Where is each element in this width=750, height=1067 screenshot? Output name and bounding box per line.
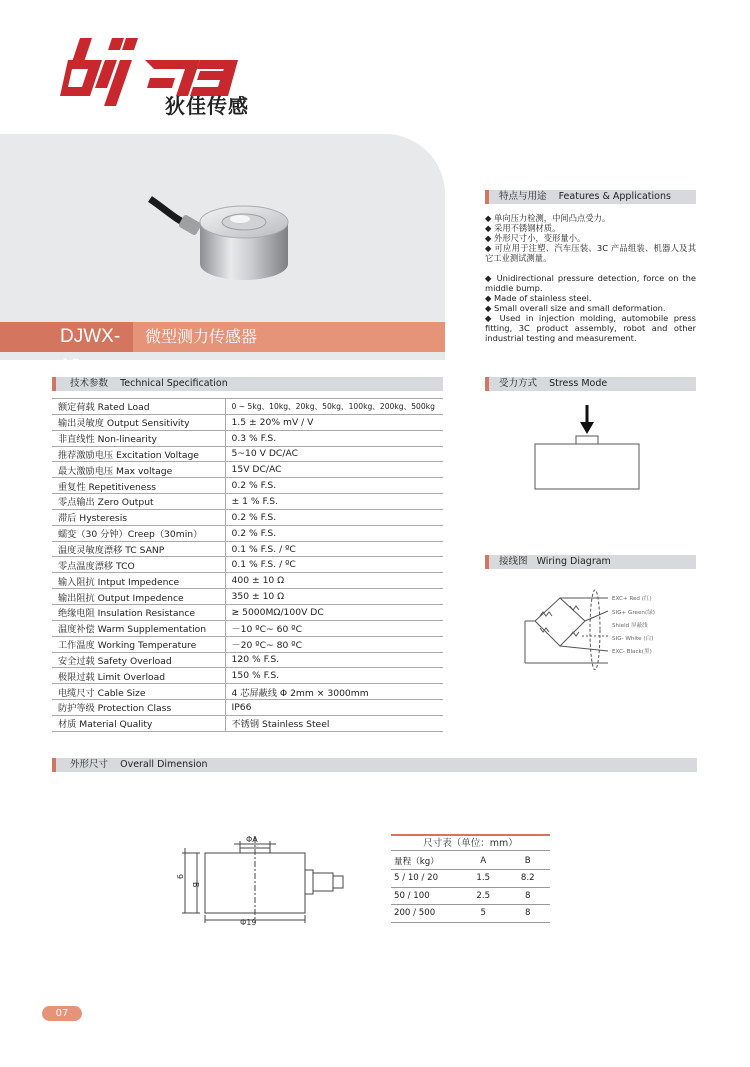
wiring-header [485, 555, 696, 569]
wire-label-sig-minus: SIG- White (白) [612, 636, 654, 642]
spec-value: 1.5 ± 20% mV / V [225, 414, 443, 430]
dimension-drawing [170, 835, 355, 925]
spec-row [52, 684, 443, 700]
spec-value: 不锈钢 Stainless Steel [225, 715, 443, 731]
spec-value: 0.2 % F.S. [225, 509, 443, 525]
accent-mark [52, 377, 56, 391]
features-heading-cn: 特点与用途 [499, 191, 547, 202]
dim-label-h9: 9 [175, 874, 184, 880]
stress-mode-heading-en: Stress Mode [549, 378, 608, 389]
spec-value: －20 ºC~ 80 ºC [225, 636, 443, 652]
spec-key: 输入阻抗 Intput Impedence [52, 573, 225, 589]
spec-row [52, 604, 443, 620]
spec-key: 输出灵敏度 Output Sensitivity [52, 414, 225, 430]
wire-label-exc-minus: EXC- Black(黑) [612, 649, 652, 655]
spec-key: 零点温度漂移 TCO [52, 557, 225, 573]
spec-value: ± 1 % F.S. [225, 494, 443, 510]
brand-cn-name: 狄佳传感 [165, 94, 249, 118]
spec-key: 安全过载 Safety Overload [52, 652, 225, 668]
spec-key: 零点输出 Zero Output [52, 494, 225, 510]
spec-key: 材质 Material Quality [52, 715, 225, 731]
spec-value: 150 % F.S. [225, 668, 443, 684]
accent-mark [485, 555, 489, 569]
spec-row [52, 668, 443, 684]
dimension-cell: 1.5 [461, 870, 506, 888]
tech-spec-heading-en: Technical Specification [120, 378, 228, 389]
wire-label-shield: Shield 屏蔽线 [612, 623, 648, 629]
spec-value: 400 ± 10 Ω [225, 573, 443, 589]
dimension-row [391, 905, 550, 923]
product-model: DJWX-19 [0, 322, 133, 352]
spec-key: 滞后 Hysteresis [52, 509, 225, 525]
feature-cn-item: ◆ 采用不锈钢材质。 [485, 223, 561, 233]
spec-row [52, 636, 443, 652]
spec-row [52, 557, 443, 573]
spec-key: 最大激励电压 Max voltage [52, 462, 225, 478]
wiring-heading-en: Wiring Diagram [536, 556, 611, 567]
feature-cn-item: ◆ 可应用于注塑、汽车压装、3C 产品组装、机器人及其它工业测试测量。 [485, 243, 696, 263]
spec-value: 4 芯屏蔽线 Φ 2mm × 3000mm [225, 684, 443, 700]
spec-row [52, 541, 443, 557]
spec-value: 0.1 % F.S. / ºC [225, 541, 443, 557]
spec-row [52, 430, 443, 446]
tech-spec-header [52, 377, 443, 391]
wiring-diagram [520, 588, 670, 670]
wire-label-sig-plus: SIG+ Green(绿) [612, 610, 655, 616]
dimension-header [52, 758, 697, 772]
dimension-table [391, 852, 550, 923]
spec-row [52, 715, 443, 731]
dimension-cell: 8 [506, 887, 551, 905]
spec-row [52, 589, 443, 605]
spec-key: 电缆尺寸 Cable Size [52, 684, 225, 700]
spec-row [52, 620, 443, 636]
dimension-column-header: 量程（kg） [391, 852, 461, 870]
dimension-row [391, 870, 550, 888]
dimension-cell: 50 / 100 [391, 887, 461, 905]
spec-key: 额定荷载 Rated Load [52, 399, 225, 415]
spec-key: 极限过载 Limit Overload [52, 668, 225, 684]
tech-spec-table [52, 398, 443, 732]
features-header [485, 190, 696, 204]
tech-spec-heading-cn: 技术参数 [70, 378, 109, 389]
feature-en-item: ◆ Used in injection molding, automobile press fitting, 3C product assembly, robot and other industrial testing and measurement. [485, 313, 696, 343]
dimension-cell: 5 [461, 905, 506, 923]
dimension-cell: 8.2 [506, 870, 551, 888]
spec-key: 输出阻抗 Output Impedence [52, 589, 225, 605]
spec-key: 蠕变（30 分钟）Creep（30min） [52, 525, 225, 541]
features-text [485, 213, 696, 343]
dimension-column-header: A [461, 852, 506, 870]
spec-row [52, 462, 443, 478]
spec-key: 温度补偿 Warm Supplementation [52, 620, 225, 636]
stress-mode-header [485, 377, 696, 391]
product-name: 微型测力传感器 [145, 327, 258, 346]
spec-key: 防护等级 Protection Class [52, 700, 225, 716]
spec-row [52, 652, 443, 668]
dimension-table-header [391, 852, 550, 870]
spec-row [52, 525, 443, 541]
feature-en-item: ◆ Unidirectional pressure detection, force on the middle bump. [485, 273, 696, 293]
spec-row [52, 446, 443, 462]
wire-label-exc-plus: EXC+ Red (红) [612, 596, 652, 602]
spec-key: 非直线性 Non-linearity [52, 430, 225, 446]
dimension-table-caption: 尺寸表（单位：mm） [391, 834, 550, 851]
stress-mode-diagram [530, 400, 650, 495]
spec-value: 0.1 % F.S. / ºC [225, 557, 443, 573]
spec-row [52, 509, 443, 525]
spec-value: －10 ºC~ 60 ºC [225, 620, 443, 636]
spec-key: 重复性 Repetitiveness [52, 478, 225, 494]
spec-value: 5~10 V DC/AC [225, 446, 443, 462]
dimension-cell: 200 / 500 [391, 905, 461, 923]
dim-label-b: B [191, 882, 200, 888]
spec-value: 350 ± 10 Ω [225, 589, 443, 605]
dimension-column-header: B [506, 852, 551, 870]
page-number: 07 [42, 1006, 82, 1021]
spec-row [52, 573, 443, 589]
spec-value: 0.3 % F.S. [225, 430, 443, 446]
spec-row [52, 399, 443, 415]
dimension-cell: 2.5 [461, 887, 506, 905]
spec-value: 15V DC/AC [225, 462, 443, 478]
features-heading-en: Features & Applications [558, 191, 671, 202]
spec-value: ≥ 5000MΩ/100V DC [225, 604, 443, 620]
dimension-heading-en: Overall Dimension [120, 759, 208, 770]
feature-cn-item: ◆ 外形尺寸小，变形量小。 [485, 233, 586, 243]
spec-key: 推荐激励电压 Excitation Voltage [52, 446, 225, 462]
accent-mark [52, 758, 56, 772]
dim-label-phi-a: ΦA [246, 835, 258, 844]
spec-key: 工作温度 Working Temperature [52, 636, 225, 652]
dimension-cell: 5 / 10 / 20 [391, 870, 461, 888]
spec-key: 温度灵敏度漂移 TC SANP [52, 541, 225, 557]
accent-mark [485, 190, 489, 204]
spec-value: 0 ~ 5kg、10kg、20kg、50kg、100kg、200kg、500kg [225, 399, 443, 415]
spec-value: IP66 [225, 700, 443, 716]
dimension-cell: 8 [506, 905, 551, 923]
wiring-heading-cn: 接线图 [499, 556, 528, 567]
feature-cn-item: ◆ 单向压力检测，中间凸点受力。 [485, 213, 611, 223]
spec-value: 0.2 % F.S. [225, 478, 443, 494]
feature-en-item: ◆ Small overall size and small deformation. [485, 303, 666, 313]
spec-key: 绝缘电阻 Insulation Resistance [52, 604, 225, 620]
spec-row [52, 478, 443, 494]
spec-row [52, 494, 443, 510]
spec-row [52, 414, 443, 430]
product-photo [0, 134, 445, 324]
accent-mark [485, 377, 489, 391]
dimension-row [391, 887, 550, 905]
spec-value: 0.2 % F.S. [225, 525, 443, 541]
spec-row [52, 700, 443, 716]
spec-value: 120 % F.S. [225, 652, 443, 668]
dim-label-phi-19: Φ19 [240, 918, 257, 925]
stress-mode-heading-cn: 受力方式 [499, 378, 538, 389]
feature-en-item: ◆ Made of stainless steel. [485, 293, 592, 303]
dimension-heading-cn: 外形尺寸 [70, 759, 109, 770]
